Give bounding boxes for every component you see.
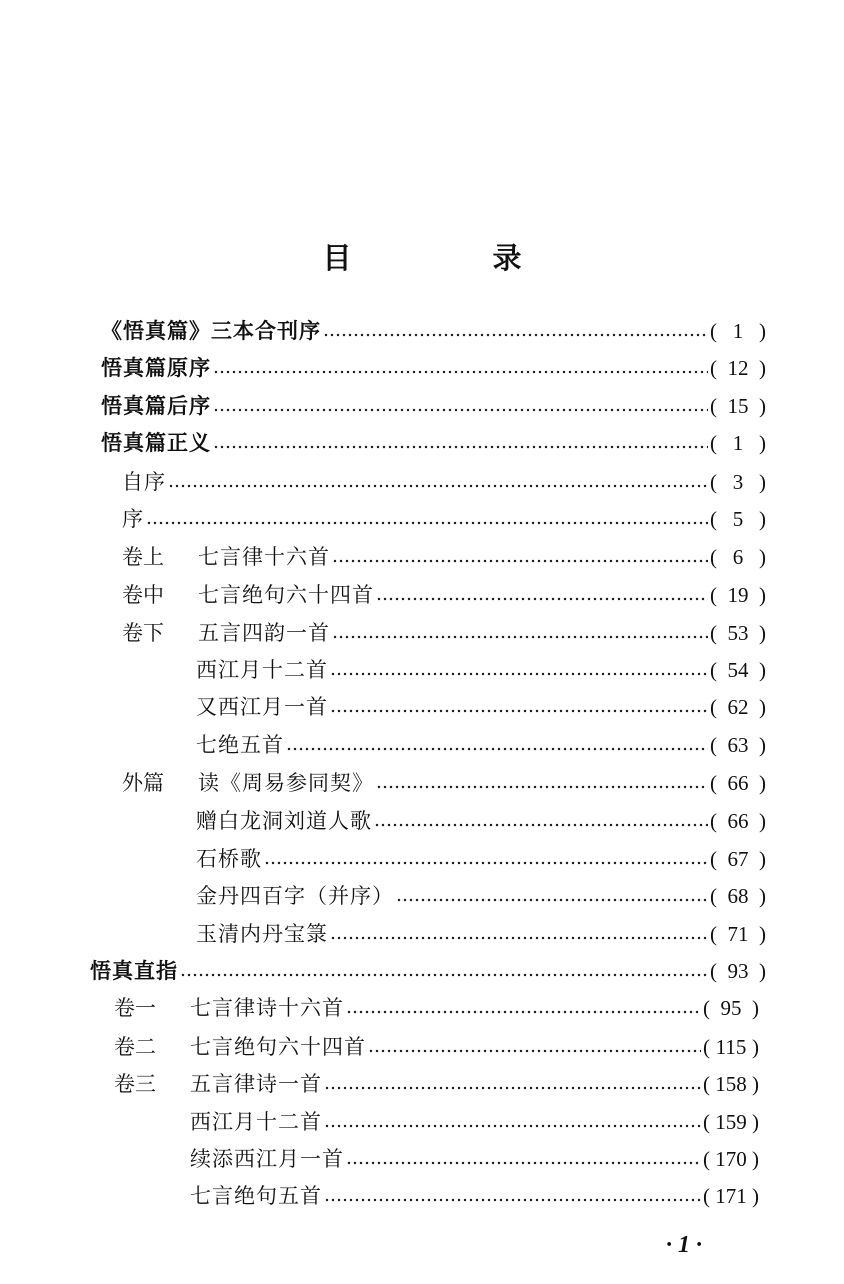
toc-entry-title: 西江月十二首: [190, 1110, 322, 1134]
toc-page-number: ( 66 ): [710, 805, 780, 837]
page-ref: 71: [727, 922, 749, 946]
dot-leader: [213, 408, 708, 412]
toc-entry-title: 续添西江月一首: [190, 1147, 344, 1171]
dot-leader: [286, 747, 708, 751]
page-ref: 54: [727, 658, 749, 682]
toc-entry: [122, 541, 780, 573]
page-title: 目 录: [322, 241, 578, 275]
toc-page-number: ( 67 ): [710, 843, 780, 875]
page-ref: 15: [727, 394, 749, 418]
toc-page-number: ( 12 ): [710, 352, 780, 384]
dot-leader: [332, 635, 708, 639]
toc-section-label: 卷二: [114, 1035, 156, 1059]
toc-page-number: ( 95 ): [703, 992, 773, 1024]
toc-page-number: ( 54 ): [710, 654, 780, 686]
toc-entry-title: 七绝五首: [196, 733, 284, 757]
toc-entry-title: 读《周易参同契》: [198, 771, 374, 795]
toc-entry-title: 悟真篇原序: [101, 355, 211, 380]
toc-entry: [122, 579, 780, 611]
dot-leader: [368, 1049, 701, 1053]
toc-section-label: 卷下: [122, 621, 164, 645]
toc-page-number: ( 1 ): [710, 427, 780, 459]
toc-entry: [196, 691, 780, 723]
toc-entry: [190, 1180, 773, 1212]
toc-entry: [114, 1068, 773, 1100]
dot-leader: [146, 521, 708, 525]
page-ref: 68: [727, 884, 749, 908]
toc-entry: [122, 617, 780, 649]
toc-entry: [114, 992, 773, 1024]
toc-entry-title: 序: [122, 507, 144, 531]
page-ref: 6: [732, 545, 744, 569]
toc-page-number: ( 15 ): [710, 390, 780, 422]
toc-entry: [101, 315, 780, 347]
page-ref: 170: [715, 1147, 747, 1171]
page-ref: 12: [727, 356, 749, 380]
toc-page-number: ( 5 ): [710, 503, 780, 535]
page-ref: 63: [727, 733, 749, 757]
dot-leader: [213, 445, 708, 449]
page-number: · 1 ·: [666, 1232, 702, 1258]
toc-page-number: ( 3 ): [710, 466, 780, 498]
toc-entry: [101, 352, 780, 384]
dot-leader: [374, 823, 708, 827]
toc-entry-title: 悟真篇后序: [101, 393, 211, 418]
dot-leader: [324, 1124, 701, 1128]
dot-leader: [330, 672, 708, 676]
toc-entry-title: 七言律十六首: [198, 545, 330, 569]
dot-leader: [396, 898, 708, 902]
toc-entry-title: 石桥歌: [196, 847, 262, 871]
toc-entry: [190, 1106, 773, 1138]
toc-section-label: 卷上: [122, 545, 164, 569]
toc-entry-title: 《悟真篇》三本合刊序: [101, 318, 321, 343]
toc-entry-title: 西江月十二首: [196, 658, 328, 682]
toc-section-label: 外篇: [122, 771, 164, 795]
toc-entry: [190, 1143, 773, 1175]
toc-entry-title: 玉清内丹宝箓: [196, 922, 328, 946]
dot-leader: [213, 370, 708, 374]
toc-entry-title: 赠白龙洞刘道人歌: [196, 809, 372, 833]
page-ref: 62: [727, 695, 749, 719]
page-ref: 158: [715, 1072, 747, 1096]
toc-entry-title: 七言绝句六十四首: [198, 583, 374, 607]
toc-entry: [122, 466, 780, 498]
toc-page-number: ( 159 ): [703, 1106, 773, 1138]
page-ref: 1: [732, 319, 744, 343]
toc-entry-title: 又西江月一首: [196, 695, 328, 719]
dot-leader: [376, 785, 708, 789]
dot-leader: [323, 333, 708, 337]
toc-entry: [122, 503, 780, 535]
toc-entry: [101, 390, 780, 422]
page-ref: 19: [727, 583, 749, 607]
page-ref: 171: [715, 1184, 747, 1208]
toc-entry: [90, 955, 780, 987]
toc-page-number: ( 115 ): [703, 1031, 773, 1063]
toc-page-number: ( 158 ): [703, 1068, 773, 1100]
dot-leader: [332, 559, 708, 563]
toc-entry-title: 悟真直指: [90, 958, 178, 983]
toc-entry-title: 悟真篇正义: [101, 430, 211, 455]
toc-page-number: ( 1 ): [710, 315, 780, 347]
page-ref: 93: [727, 959, 749, 983]
toc-entry-title: 金丹四百字（并序）: [196, 884, 394, 908]
dot-leader: [324, 1086, 701, 1090]
page-ref: 66: [727, 809, 749, 833]
toc-entry: [114, 1031, 773, 1063]
toc-entry-title: 七言绝句六十四首: [190, 1035, 366, 1059]
page-ref: 159: [715, 1110, 747, 1134]
toc-entry-title: 七言绝句五首: [190, 1184, 322, 1208]
toc-page-number: ( 171 ): [703, 1180, 773, 1212]
page-ref: 1: [732, 431, 744, 455]
toc-page-number: ( 53 ): [710, 617, 780, 649]
toc-entry-title: 五言四韵一首: [198, 621, 330, 645]
dot-leader: [346, 1010, 701, 1014]
dot-leader: [330, 709, 708, 713]
page-ref: 95: [720, 996, 742, 1020]
dot-leader: [264, 861, 708, 865]
toc-entry: [196, 654, 780, 686]
toc-entry: [122, 767, 780, 799]
toc-section-label: 卷一: [114, 996, 156, 1020]
page-ref: 5: [732, 507, 744, 531]
dot-leader: [346, 1161, 701, 1165]
dot-leader: [168, 484, 708, 488]
toc-section-label: 卷中: [122, 583, 164, 607]
dot-leader: [324, 1198, 701, 1202]
toc-page-number: ( 71 ): [710, 918, 780, 950]
toc-entry: [196, 805, 780, 837]
dot-leader: [180, 973, 708, 977]
toc-section-label: 卷三: [114, 1072, 156, 1096]
toc-entry-title: 自序: [122, 470, 166, 494]
toc-entry: [196, 729, 780, 761]
page-ref: 66: [727, 771, 749, 795]
toc-entry-title: 五言律诗一首: [190, 1072, 322, 1096]
toc-page-number: ( 170 ): [703, 1143, 773, 1175]
toc-entry: [196, 880, 780, 912]
toc-page-number: ( 6 ): [710, 541, 780, 573]
toc-page-number: ( 93 ): [710, 955, 780, 987]
page-ref: 53: [727, 621, 749, 645]
dot-leader: [330, 936, 708, 940]
page-ref: 67: [727, 847, 749, 871]
toc-entry: [196, 918, 780, 950]
page-ref: 3: [732, 470, 744, 494]
toc-page-number: ( 66 ): [710, 767, 780, 799]
toc-page-number: ( 68 ): [710, 880, 780, 912]
toc-page-number: ( 63 ): [710, 729, 780, 761]
dot-leader: [376, 597, 708, 601]
toc-entry: [101, 427, 780, 459]
toc-entry: [196, 843, 780, 875]
toc-page-number: ( 62 ): [710, 691, 780, 723]
page-ref: 115: [715, 1035, 747, 1059]
toc-page-number: ( 19 ): [710, 579, 780, 611]
toc-entry-title: 七言律诗十六首: [190, 996, 344, 1020]
